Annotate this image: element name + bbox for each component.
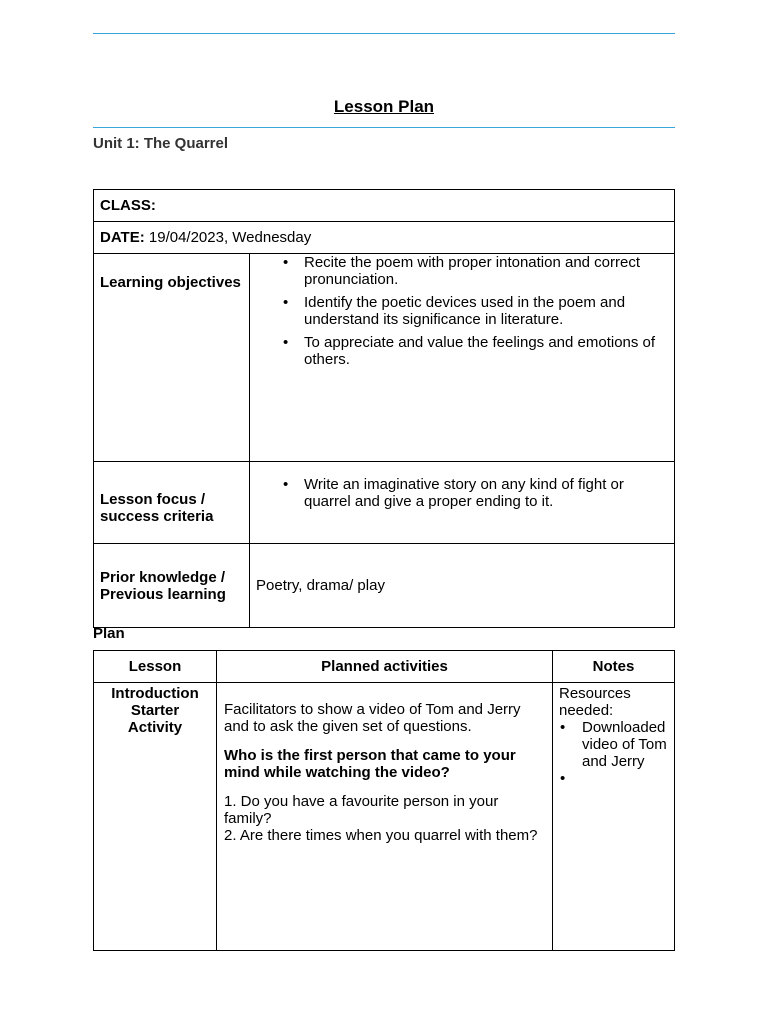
activity-question-2: 2. Are there times when you quarrel with them? [224, 827, 538, 844]
lesson-stage-cell [94, 683, 217, 951]
plan-body-row [94, 683, 675, 951]
prior-label: Prior knowledge / Previous learning [94, 544, 250, 628]
focus-row [94, 462, 675, 544]
resources-label: Resources needed: [559, 685, 631, 719]
objective-item: • Recite the poem with proper intonation and correct pronunciation. [304, 254, 668, 288]
title-rule [93, 127, 675, 128]
objective-item: • To appreciate and value the feelings and emotions of others. [304, 334, 668, 368]
prior-value: Poetry, drama/ play [250, 544, 675, 628]
resources-list [559, 719, 670, 787]
activities-column-header: Planned activities [217, 651, 553, 683]
resource-item: • Downloaded video of Tom and Jerry [582, 719, 670, 770]
plan-heading: Plan [93, 625, 125, 642]
objectives-list [256, 254, 668, 368]
activities-cell [217, 683, 553, 951]
class-label: CLASS: [100, 197, 156, 214]
resource-item [582, 770, 670, 787]
date-label: DATE: [100, 229, 145, 246]
focus-item: • Write an imaginative story on any kind of fight or quarrel and give a proper ending to it. [304, 476, 668, 510]
class-row [94, 190, 675, 222]
plan-header-row [94, 651, 675, 683]
activity-question: Who is the first person that came to your mind while watching the video? [224, 747, 516, 781]
focus-label: Lesson focus / success criteria [94, 462, 250, 544]
lesson-column-header: Lesson [94, 651, 217, 683]
lesson-stage-line: Starter [130, 702, 180, 719]
activity-intro: Facilitators to show a video of Tom and Jerry and to ask the given set of questions. [224, 701, 521, 735]
activity-question-1: 1. Do you have a favourite person in your family? [224, 793, 499, 827]
date-row [94, 222, 675, 254]
date-value: 19/04/2023, Wednesday [144, 229, 312, 246]
unit-heading: Unit 1: The Quarrel [93, 135, 229, 152]
objectives-label: Learning objectives [94, 254, 250, 462]
notes-column-header: Notes [553, 651, 675, 683]
focus-list [256, 476, 668, 510]
plan-table [93, 650, 675, 951]
focus-cell [250, 462, 675, 544]
objectives-cell [250, 254, 675, 462]
header-rule [93, 33, 675, 34]
page-title: Lesson Plan [333, 97, 435, 116]
notes-cell [553, 683, 675, 951]
lesson-info-table [93, 189, 675, 628]
prior-row [94, 544, 675, 628]
objective-item: • Identify the poetic devices used in the poem and understand its significance in literature. [304, 294, 668, 328]
objectives-row [94, 254, 675, 462]
lesson-stage-line: Activity [127, 719, 183, 736]
lesson-stage-line: Introduction [111, 685, 199, 702]
